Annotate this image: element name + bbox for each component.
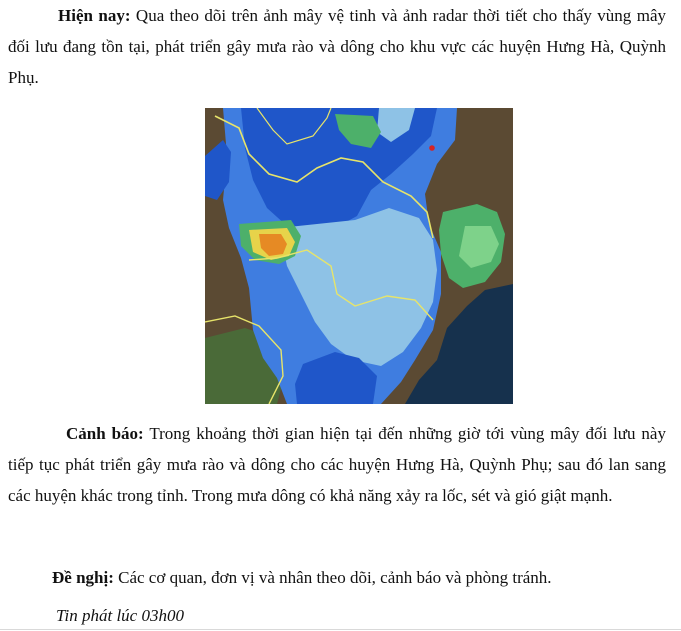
lead-recommendation: Đề nghị: — [52, 568, 114, 587]
radar-map-svg — [205, 108, 513, 404]
text-warning: Trong khoảng thời gian hiện tại đến những giờ tới vùng mây đối lưu này tiếp tục phát triển gây mưa rào và dông cho các huyện Hưng Hà, Quỳnh Phụ; sau đó lan sang các huyện khác trong tỉnh. Trong mưa dông có khả năng xảy ra lốc, sét và gió giật mạnh. — [8, 424, 666, 505]
lead-current-status: Hiện nay: — [58, 6, 131, 25]
radar-station-marker — [429, 145, 435, 151]
radar-satellite-map — [205, 108, 513, 404]
footer-time: Tin phát lúc 03h00 — [56, 606, 184, 625]
paragraph-current-status — [8, 0, 666, 93]
bottom-divider — [0, 629, 681, 630]
paragraph-warning — [8, 418, 666, 511]
lead-warning: Cảnh báo: — [66, 424, 144, 443]
text-current-status: Qua theo dõi trên ảnh mây vệ tinh và ảnh radar thời tiết cho thấy vùng mây đối lưu đang tồn tại, phát triển gây mưa rào và dông cho khu vực các huyện Hưng Hà, Quỳnh Phụ. — [8, 6, 667, 87]
paragraph-recommendation — [8, 562, 666, 593]
text-recommendation: Các cơ quan, đơn vị và nhân theo dõi, cảnh báo và phòng tránh. — [113, 568, 552, 587]
